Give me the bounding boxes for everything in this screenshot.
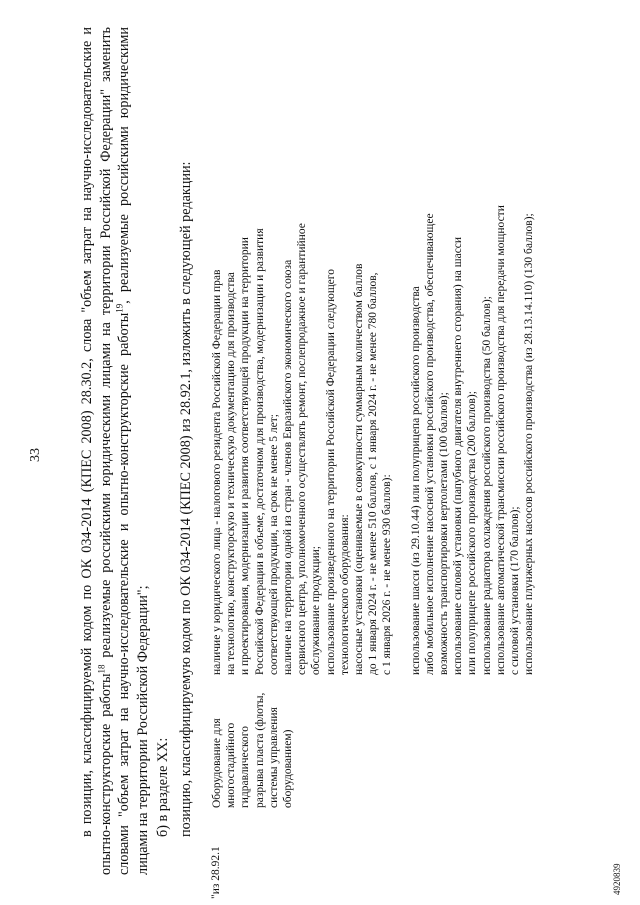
requirement-line: использование радиатора охлаждения российского производства (50 баллов); bbox=[480, 296, 493, 675]
requirement-line: сервисного центра, уполномоченного осуществлять ремонт, послепродажное и гарантийное bbox=[296, 223, 309, 675]
requirement-line: насосные установки (оцениваемые в совокупности суммарным количеством баллов bbox=[353, 263, 366, 675]
page-number: 33 bbox=[28, 448, 43, 462]
paragraph-position-intro: позицию, классифицируемую кодом по ОК 034-2014 (КПЕС 2008) из 28.92.1, изложить в следующей редакции: bbox=[178, 161, 194, 837]
requirement-line: использование автоматической трансмиссии российского производства для передачи мощности bbox=[494, 205, 507, 675]
requirements-block-1 bbox=[210, 23, 395, 675]
requirement-line: использование плунжерных насосов российского производства (из 28.13.14.110) (130 баллов); bbox=[523, 213, 536, 675]
requirement-line: до 1 января 2024 г. - не менее 510 баллов, с 1 января 2024 г. - не менее 780 баллов, bbox=[367, 272, 380, 675]
paragraph-part-1: в позиции, классифицируемой кодом по ОК 034-2014 (КПЕС 2008) 28.30.2, слова "объем затрат на научно-исследовательские и опытно-конструкторские работы bbox=[79, 27, 114, 875]
requirements-block-2 bbox=[409, 23, 537, 675]
requirement-line: и проектирования, модернизации и развития соответствующей продукции на территории bbox=[239, 237, 252, 675]
table-row-product-name: Оборудование для многостадийного гидравлического разрыва пласта (флоты, системы управления оборудованием) bbox=[211, 692, 295, 808]
paragraph-part-3: , реализуемые российскими юридическими лицами на территории Российской Федерации"; bbox=[116, 26, 151, 875]
footnote-ref-19: 19 bbox=[114, 303, 125, 313]
requirement-line: с силовой установки (170 баллов); bbox=[509, 506, 522, 675]
footnote-ref-18: 18 bbox=[95, 664, 106, 674]
requirement-line: наличие у юридического лица - налогового резидента Российской Федерации прав bbox=[211, 269, 223, 675]
paragraph-part-2: реализуемые российскими юридическими лицами на территории Российской Федерации" заменить словами "объем затрат на научно-исследовательские и опытно-конструкторские работы bbox=[97, 27, 132, 875]
paragraph-section-xx: б) в разделе XX: bbox=[155, 737, 171, 837]
requirement-line: с 1 января 2026 г. - не менее 930 баллов): bbox=[381, 474, 394, 675]
requirement-line: на технологию, конструкторскую и техническую документацию для производства bbox=[225, 272, 238, 675]
requirement-line: соответствующей продукции, на срок не менее 5 лет; bbox=[267, 414, 280, 675]
requirement-line: наличие на территории одной из стран - членов Евразийского экономического союза bbox=[282, 259, 295, 675]
requirement-line: использование произведенного на территории Российской Федерации следующего bbox=[324, 269, 337, 675]
requirement-line: технологического оборудования: bbox=[338, 514, 351, 675]
table-row-requirements bbox=[210, 23, 536, 675]
requirement-line: или полуприцепе российского производства (200 баллов); bbox=[466, 391, 479, 675]
requirement-line: возможность транспортировки вертолетами (100 баллов); bbox=[438, 392, 451, 675]
requirement-line: либо мобильное исполнение насосной установки российского производства, обеспечивающее bbox=[423, 213, 436, 675]
requirement-line: Российской Федерации в объеме, достаточном для производства, модернизации и развития bbox=[253, 228, 266, 675]
requirement-line: обслуживание продукции; bbox=[310, 546, 323, 675]
requirements-gap bbox=[395, 23, 409, 675]
requirement-line: использование силовой установки (папубного двигателя внутреннего сгорания) на шасси bbox=[452, 236, 465, 675]
document-id: 4920839 bbox=[612, 863, 622, 895]
table-row-code: "из 28.92.1 bbox=[210, 846, 222, 899]
requirement-line: использование шасси (из 29.10.44) или полуприцепа российского производства bbox=[409, 286, 422, 675]
paragraph-amendment-28-30-2 bbox=[78, 27, 152, 875]
